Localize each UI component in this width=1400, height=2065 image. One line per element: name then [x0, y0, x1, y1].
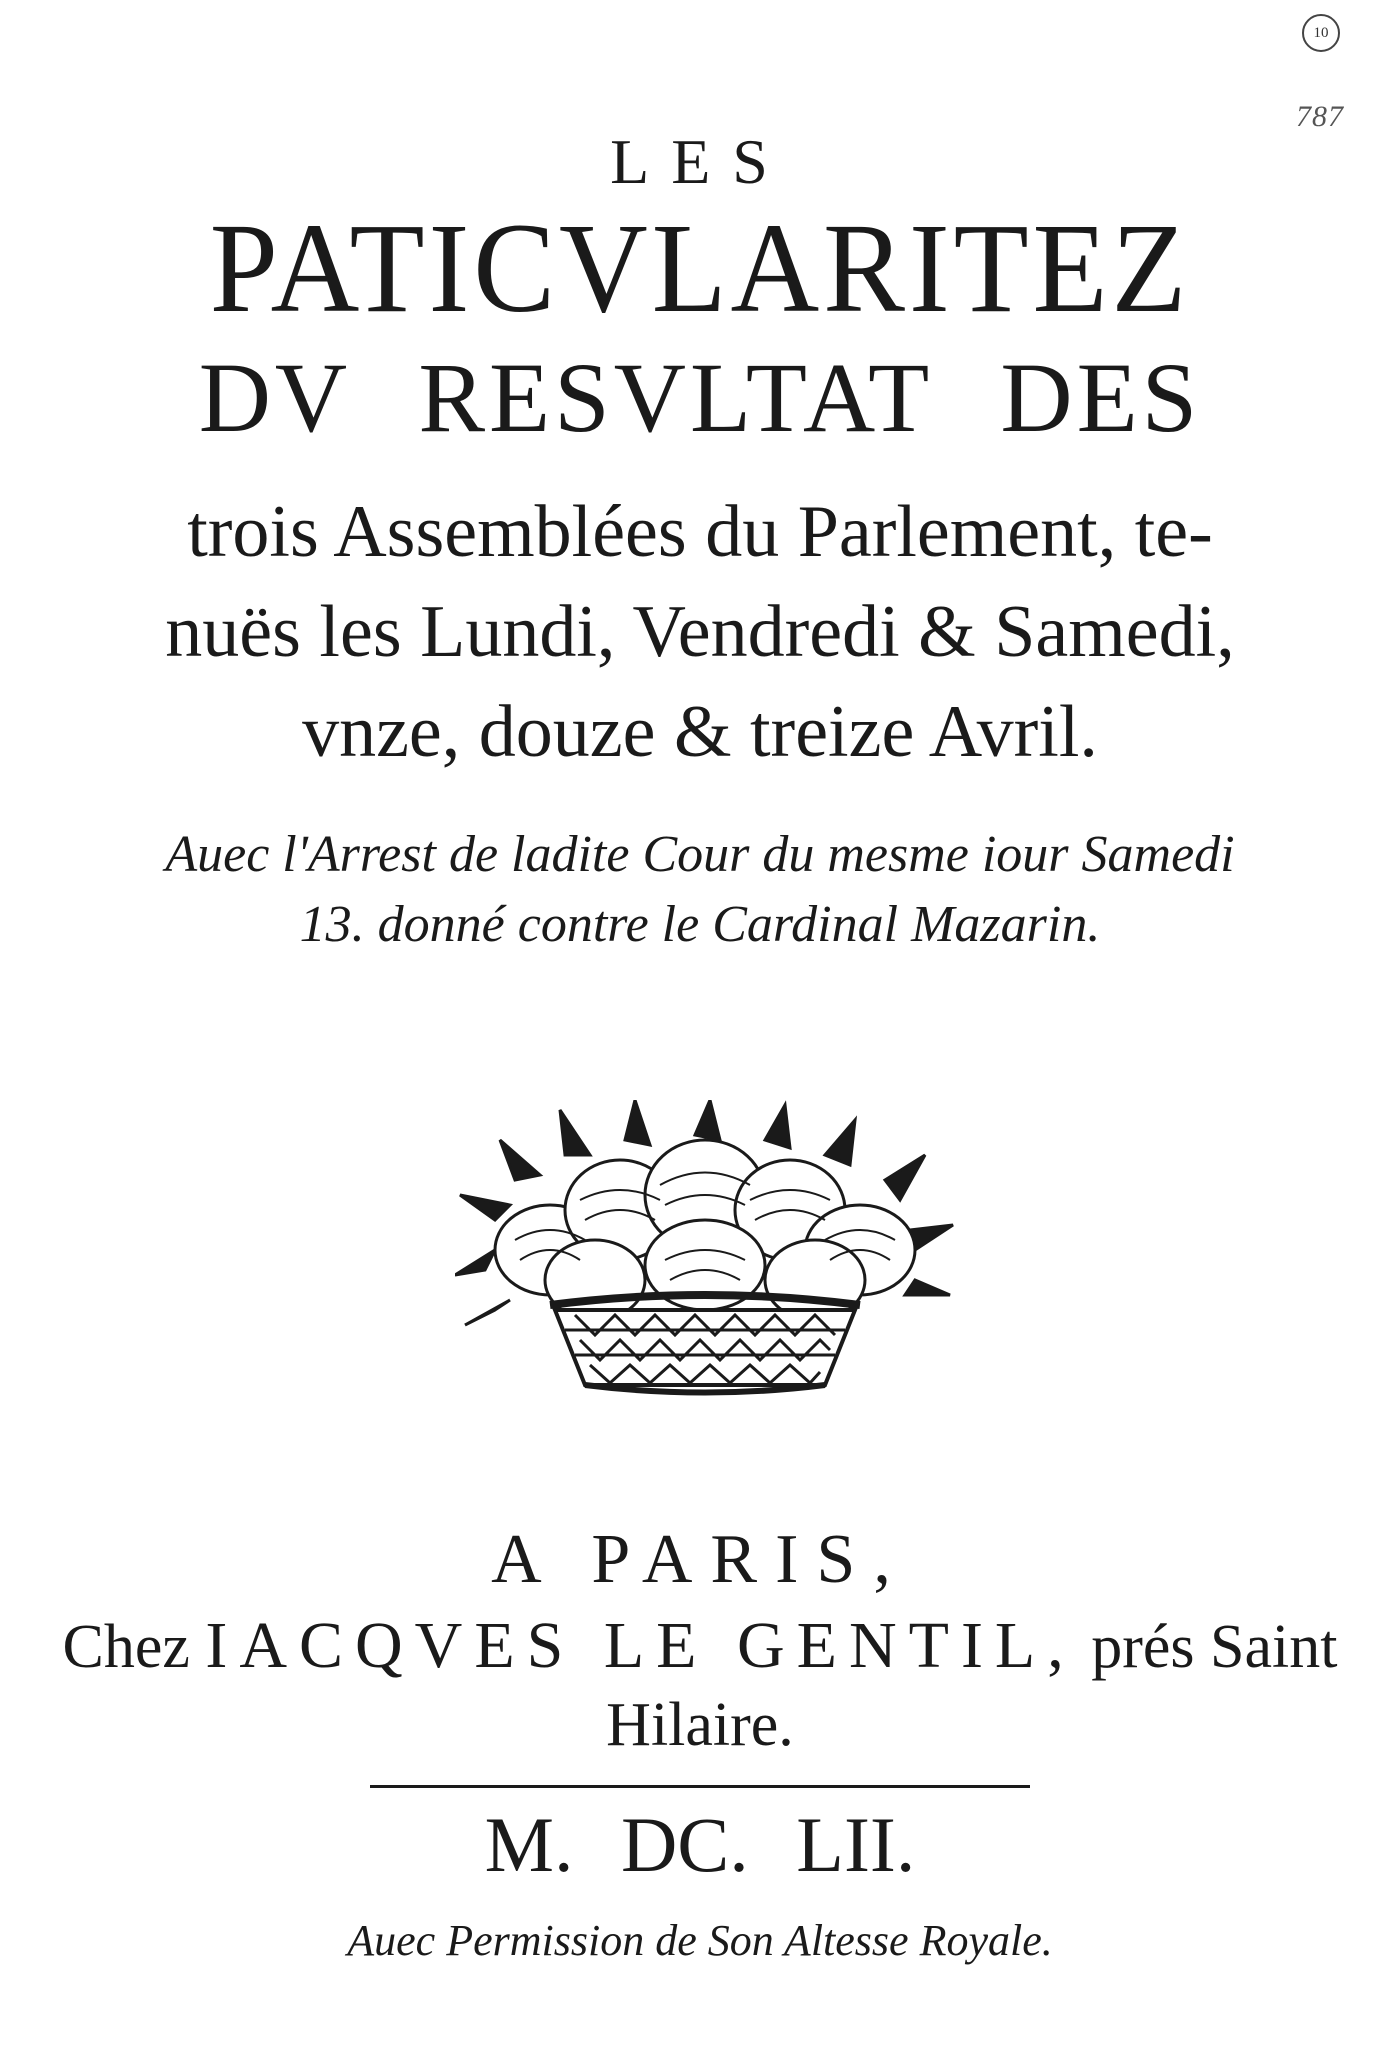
printer-name: IACQVES LE GENTIL,: [205, 1609, 1076, 1682]
shelfmark-note: 787: [1296, 100, 1344, 133]
library-stamp: 10: [1302, 14, 1340, 52]
title-line-3: DV RESVLTAT DES: [198, 342, 1202, 453]
title-line-2: PATICVLARITEZ: [209, 197, 1191, 339]
permission-note: Auec Permission de Son Altesse Royale.: [347, 1916, 1053, 1965]
imprint-location: Hilaire.: [606, 1691, 794, 1759]
title-line-6: vnze, douze & treize Avril.: [302, 691, 1098, 773]
imprint-printer-line: [0, 1608, 1400, 1684]
fruit-basket-ornament-icon: [455, 1100, 955, 1400]
subtitle-line-1: Auec l'Arrest de ladite Cour du mesme iour Samedi: [165, 826, 1235, 883]
printer-suffix: prés Saint: [1091, 1613, 1338, 1681]
printer-prefix: Chez: [62, 1613, 190, 1681]
title-line-1: LES: [610, 126, 790, 197]
title-line-4: trois Assemblées du Parlement, te-: [187, 491, 1213, 573]
publication-date: M. DC. LII.: [484, 1801, 916, 1888]
subtitle-line-2: 13. donné contre le Cardinal Mazarin.: [299, 896, 1101, 953]
title-line-5: nuës les Lundi, Vendredi & Samedi,: [165, 591, 1235, 673]
imprint-city: A PARIS,: [491, 1521, 909, 1598]
divider-rule: [370, 1785, 1030, 1788]
